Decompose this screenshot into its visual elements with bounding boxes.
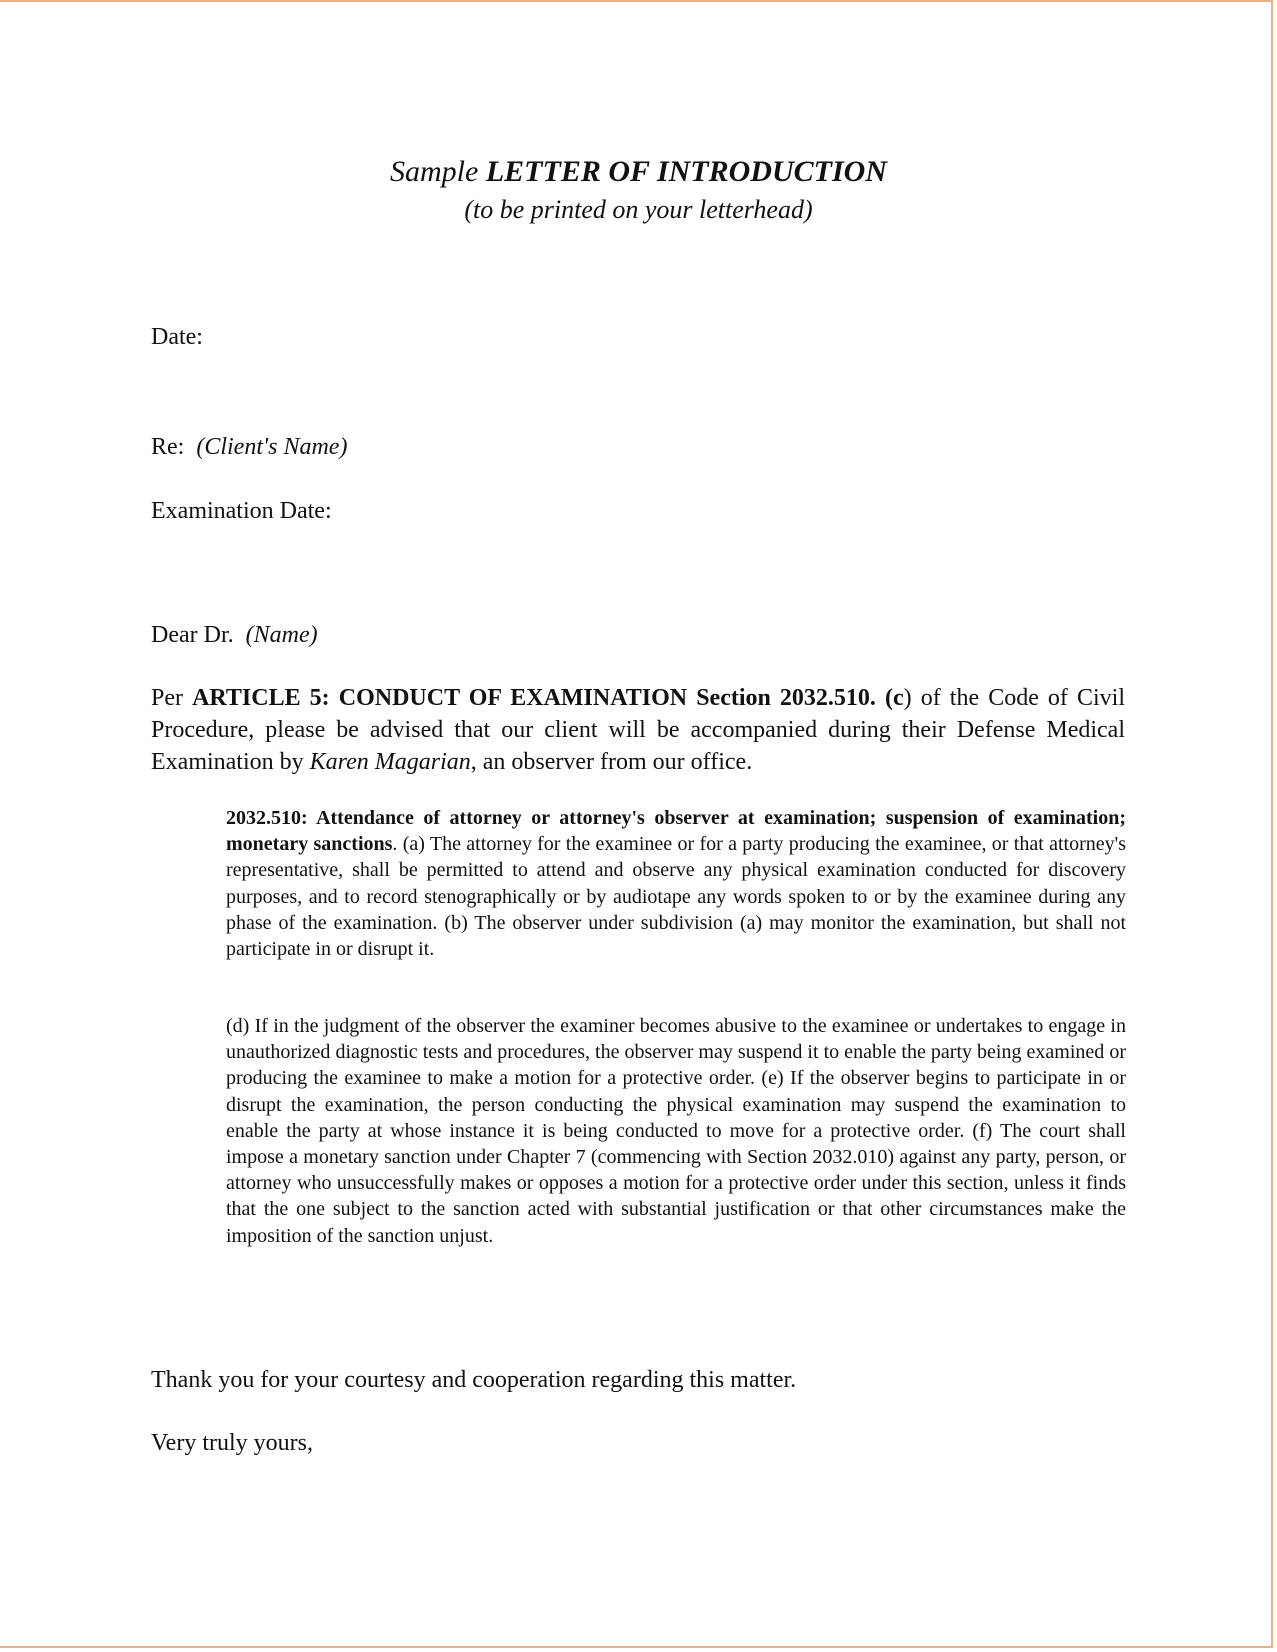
document-subtitle: (to be printed on your letterhead) <box>464 195 813 224</box>
thanks-line: Thank you for your courtesy and cooperation regarding this matter. <box>151 1367 797 1393</box>
intro-text-3: , an observer from our office. <box>470 749 753 775</box>
statute-heading: 2032.510: Attendance of attorney or attorney's observer at examination; suspension of examination; monetary sanctions <box>226 807 1126 856</box>
title-prefix: Sample <box>390 155 479 188</box>
re-value: (Client's Name) <box>196 434 348 460</box>
examination-date-label: Examination Date: <box>151 498 332 524</box>
examination-date-field <box>151 496 332 526</box>
article-reference: ARTICLE 5: CONDUCT OF EXAMINATION Section 2032.510. (c <box>192 685 904 711</box>
salutation-name: (Name) <box>245 622 318 648</box>
re-label: Re: <box>151 434 185 460</box>
re-field <box>151 432 347 462</box>
document-title <box>0 152 1277 192</box>
date-field <box>151 322 203 352</box>
salutation <box>151 620 318 650</box>
date-label: Date: <box>151 324 203 350</box>
salutation-prefix: Dear Dr. <box>151 622 234 648</box>
statute-text-2: (d) If in the judgment of the observer the examiner becomes abusive to the examinee or undertakes to engage in unauthorized diagnostic tests and procedures, the observer may suspend it to enable the party being examined or producing the examinee to make a motion for a protective order. (e) If the observer begins to participate in or disrupt the examination, the person conducting the physical examination may suspend the examination to enable the party at whose instance it is being conducted to move for a protective order. (f) The court shall impose a monetary sanction under Chapter 7 (commencing with Section 2032.010) against any party, person, or attorney who unsuccessfully makes or opposes a motion for a protective order under this section, unless it finds that the one subject to the sanction acted with substantial justification or that other circumstances make the imposition of the sanction unjust. <box>226 1015 1126 1247</box>
intro-paragraph <box>151 682 1125 778</box>
statute-paragraph-1 <box>226 805 1126 962</box>
intro-text-2: ) of the Code of Civil Procedure, please be advised that our client will be accompanied during their Defense Medical Examination by <box>151 685 1126 775</box>
intro-text-1: Per <box>151 685 183 711</box>
statute-text-1: . (a) The attorney for the examinee or for a party producing the examinee, or that attorney's representative, shall be permitted to attend and observe any physical examination conducted for discovery purposes, and to record stenographically or by audiotape any words spoken to or by the examinee during any phase of the examination. (b) The observer under subdivision (a) may monitor the examination, but shall not participate in or disrupt it. <box>226 833 1126 961</box>
title-block <box>0 152 1277 228</box>
observer-name: Karen Magarian <box>309 749 471 775</box>
signoff-line: Very truly yours, <box>151 1430 313 1456</box>
title-main: LETTER OF INTRODUCTION <box>485 155 887 188</box>
statute-paragraph-2 <box>226 1013 1126 1249</box>
